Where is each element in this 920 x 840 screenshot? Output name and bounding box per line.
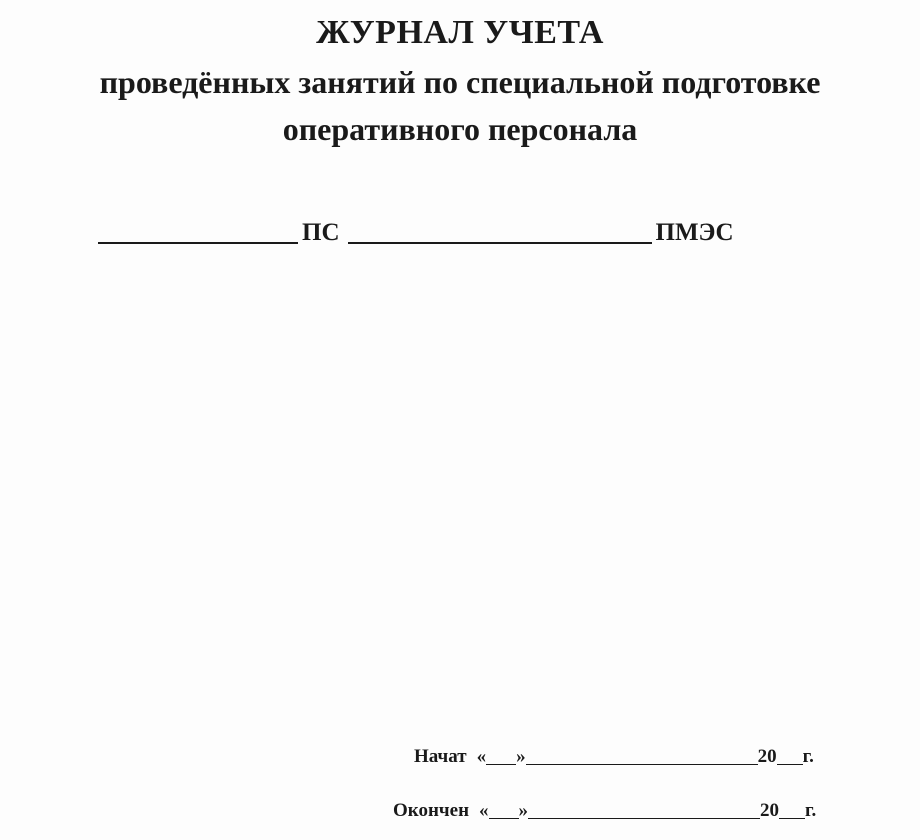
open-quote: « bbox=[479, 800, 489, 821]
close-quote: » bbox=[516, 746, 526, 767]
start-year-blank bbox=[777, 744, 803, 765]
year-prefix: 20 bbox=[760, 800, 780, 821]
end-day-blank bbox=[489, 798, 519, 819]
started-label: Начат bbox=[414, 746, 467, 767]
subtitle-line-1: проведённых занятий по специальной подготовке bbox=[99, 64, 821, 100]
end-year-blank bbox=[779, 798, 805, 819]
start-day-blank bbox=[486, 744, 516, 765]
close-quote: » bbox=[518, 800, 529, 821]
year-prefix: 20 bbox=[757, 746, 777, 767]
start-month-blank bbox=[526, 744, 758, 765]
end-month-blank bbox=[528, 798, 760, 819]
organization-line bbox=[98, 212, 734, 247]
open-quote: « bbox=[476, 746, 487, 767]
year-suffix: г. bbox=[805, 800, 817, 821]
end-date-line bbox=[393, 795, 816, 822]
ps-label: ПС bbox=[302, 219, 340, 246]
pmes-label: ПМЭС bbox=[655, 219, 734, 246]
start-date-line bbox=[414, 741, 814, 768]
year-suffix: г. bbox=[802, 746, 814, 767]
pmes-name-blank bbox=[348, 216, 652, 244]
page-title: ЖУРНАЛ УЧЕТА bbox=[316, 14, 604, 51]
ended-label: Окончен bbox=[393, 800, 470, 821]
subtitle-line-2: оперативного персонала bbox=[282, 111, 638, 147]
ps-name-blank bbox=[98, 216, 298, 244]
